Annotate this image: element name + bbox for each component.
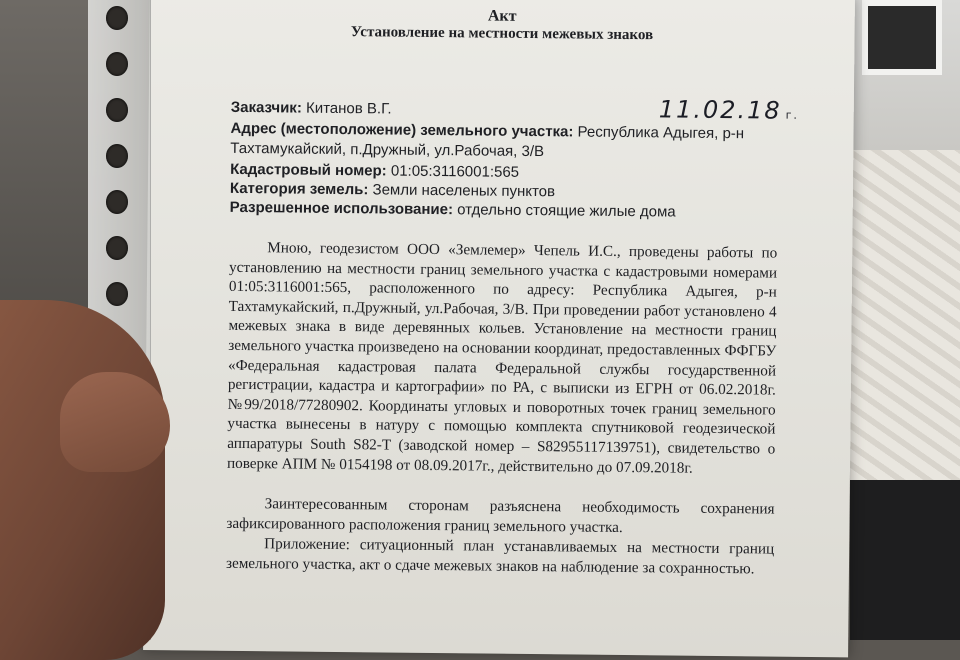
usage-label: Разрешенное использование:	[229, 198, 454, 219]
customer-label: Заказчик:	[230, 98, 302, 117]
usage-value: отдельно стоящие жилые дома	[457, 201, 676, 221]
handwritten-date	[659, 95, 799, 124]
appendix-paragraph: Приложение: ситуационный план устанавливаемых на местности границ земельного участка, акт о сдаче межевых знаков на наблюдение за сохранностью.	[225, 535, 775, 577]
background-dark-object	[850, 480, 960, 640]
document-title: Акт	[487, 7, 517, 25]
cadastral-field	[230, 161, 519, 181]
date-value: 11.02.18	[658, 95, 782, 125]
address-value-line-2: Тахтамукайский, п.Дружный, ул.Рабочая, 3/В	[230, 139, 545, 161]
background-rug	[850, 150, 960, 480]
customer-value: Китанов В.Г.	[305, 99, 392, 118]
explanation-paragraph: Заинтересованным сторонам разъяснена необходимость сохранения зафиксированного расположения границ земельного участка.	[226, 495, 775, 536]
category-label: Категория земель:	[229, 179, 369, 199]
background-picture-frame	[862, 0, 942, 75]
address-label: Адрес (местоположение) земельного участка:	[230, 119, 574, 141]
document-content	[143, 0, 855, 657]
category-value: Земли населеных пунктов	[372, 181, 556, 201]
date-suffix: г.	[785, 108, 799, 122]
punch-hole	[106, 282, 128, 306]
address-value-line-1: Республика Адыгея, р-н	[577, 123, 745, 143]
usage-field	[230, 199, 676, 221]
document-subtitle: Установление на местности межевых знаков	[350, 24, 654, 44]
address-field-line-2	[230, 140, 544, 160]
punch-hole	[106, 98, 128, 122]
punch-hole	[106, 190, 128, 214]
category-field	[230, 180, 555, 200]
punch-hole	[106, 6, 128, 30]
holding-hand	[0, 300, 165, 660]
punch-hole	[106, 52, 128, 76]
punch-hole	[106, 144, 128, 168]
document-sheet	[143, 0, 855, 657]
cadastral-label: Кадастровый номер:	[230, 160, 387, 180]
main-paragraph: Мною, геодезистом ООО «Землемер» Чепель И.С., проведены работы по установлению на местности границ земельного участка с кадастровыми номерами 01:05:3116001:565, расположенного по адресу: Республика Адыгея, р-н Тахтамукайский, п.Дружный, ул.Рабочая, 3/В. При проведении работ установлено 4 межевых знака в виде деревянных кольев. Установление на местности границ земельного участка произведено на основании координат, предоставленных ФФГБУ «Федеральная кадастровая палата Федеральной службы государственной регистрации, кадастра и картографии» по РА, с выписки из ЕГРН от 06.02.2018г. №99/2018/77280902. Координаты угловых и поворотных точек границ земельного участка вынесены в натуру с помощью комплекта спутниковой геодезической аппаратуры South S82-T (заводской номер – S82955117139751), свидетельство о поверке АПМ № 0154198 от 08.09.2017г., действительно до 07.09.2018г.	[226, 239, 778, 477]
cadastral-value: 01:05:3116001:565	[390, 162, 520, 181]
punch-hole	[106, 236, 128, 260]
customer-field	[231, 99, 392, 118]
thumb	[60, 372, 170, 472]
